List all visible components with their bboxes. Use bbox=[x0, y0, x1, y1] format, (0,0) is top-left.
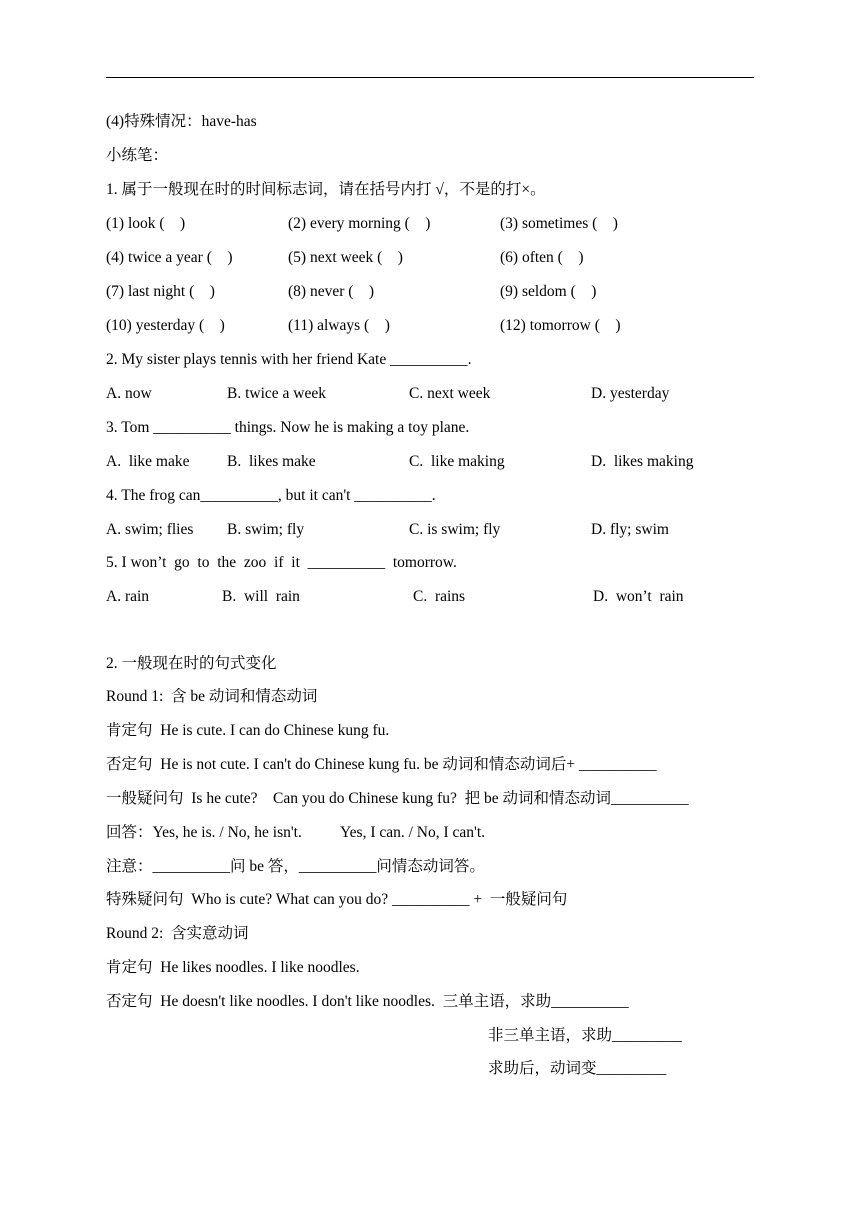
q1-item: (9) seldom ( ) bbox=[500, 283, 597, 300]
q5-option-d: D. won’t rain bbox=[593, 588, 684, 605]
q2-option-d: D. yesterday bbox=[591, 385, 670, 402]
round2-non-third-note: 非三单主语，求助_________ bbox=[488, 1027, 682, 1044]
q3-option-c: C. like making bbox=[409, 453, 505, 470]
q3-option-a: A. like make bbox=[106, 453, 190, 470]
round1-negative: 否定句 He is not cute. I can't do Chinese kung fu. be 动词和情态动词后+ __________ bbox=[106, 756, 657, 773]
q5-prompt: 5. I won’t go to the zoo if it __________ tomorrow. bbox=[106, 554, 457, 571]
q1-item: (1) look ( ) bbox=[106, 215, 186, 232]
q4-option-a: A. swim; flies bbox=[106, 521, 194, 538]
q4-option-d: D. fly; swim bbox=[591, 521, 669, 538]
q1-item: (4) twice a year ( ) bbox=[106, 249, 233, 266]
q1-item: (8) never ( ) bbox=[288, 283, 375, 300]
round1-note: 注意：__________问 be 答，__________问情态动词答。 bbox=[106, 858, 485, 875]
round1-heading: Round 1: 含 be 动词和情态动词 bbox=[106, 688, 318, 705]
round1-question: 一般疑问句 Is he cute? Can you do Chinese kung fu? 把 be 动词和情态动词__________ bbox=[106, 790, 689, 807]
header-rule bbox=[106, 77, 754, 78]
round1-special-question: 特殊疑问句 Who is cute? What can you do? __________ + 一般疑问句 bbox=[106, 891, 568, 908]
q5-option-a: A. rain bbox=[106, 588, 150, 605]
q4-prompt: 4. The frog can__________, but it can't __________. bbox=[106, 487, 436, 504]
q4-option-b: B. swim; fly bbox=[227, 521, 305, 538]
q2-option-c: C. next week bbox=[409, 385, 491, 402]
section2-heading: 2. 一般现在时的句式变化 bbox=[106, 655, 277, 672]
round2-heading: Round 2: 含实意动词 bbox=[106, 925, 249, 942]
round1-affirmative: 肯定句 He is cute. I can do Chinese kung fu. bbox=[106, 722, 390, 739]
q1-item: (6) often ( ) bbox=[500, 249, 584, 266]
q1-item: (3) sometimes ( ) bbox=[500, 215, 618, 232]
q4-option-c: C. is swim; fly bbox=[409, 521, 501, 538]
round2-after-aux-note: 求助后，动词变_________ bbox=[488, 1060, 667, 1077]
q1-item: (2) every morning ( ) bbox=[288, 215, 431, 232]
round2-affirmative: 肯定句 He likes noodles. I like noodles. bbox=[106, 959, 360, 976]
special-case-line: (4)特殊情况：have-has bbox=[106, 113, 257, 130]
q1-prompt: 1. 属于一般现在时的时间标志词，请在括号内打 √，不是的打×。 bbox=[106, 181, 546, 198]
q2-option-a: A. now bbox=[106, 385, 152, 402]
q2-option-b: B. twice a week bbox=[227, 385, 326, 402]
q1-item: (5) next week ( ) bbox=[288, 249, 403, 266]
q5-option-b: B. will rain bbox=[222, 588, 300, 605]
round2-negative: 否定句 He doesn't like noodles. I don't like noodles. 三单主语，求助__________ bbox=[106, 993, 629, 1010]
q3-option-b: B. likes make bbox=[227, 453, 316, 470]
q2-prompt: 2. My sister plays tennis with her friend Kate __________. bbox=[106, 351, 472, 368]
q1-item: (10) yesterday ( ) bbox=[106, 317, 225, 334]
q1-item: (7) last night ( ) bbox=[106, 283, 215, 300]
q1-item: (11) always ( ) bbox=[288, 317, 390, 334]
q5-option-c: C. rains bbox=[413, 588, 466, 605]
round1-answer: 回答：Yes, he is. / No, he isn't. Yes, I can. / No, I can't. bbox=[106, 824, 486, 841]
practice-heading: 小练笔： bbox=[106, 147, 169, 164]
q3-prompt: 3. Tom __________ things. Now he is making a toy plane. bbox=[106, 419, 470, 436]
q3-option-d: D. likes making bbox=[591, 453, 694, 470]
q1-item: (12) tomorrow ( ) bbox=[500, 317, 621, 334]
